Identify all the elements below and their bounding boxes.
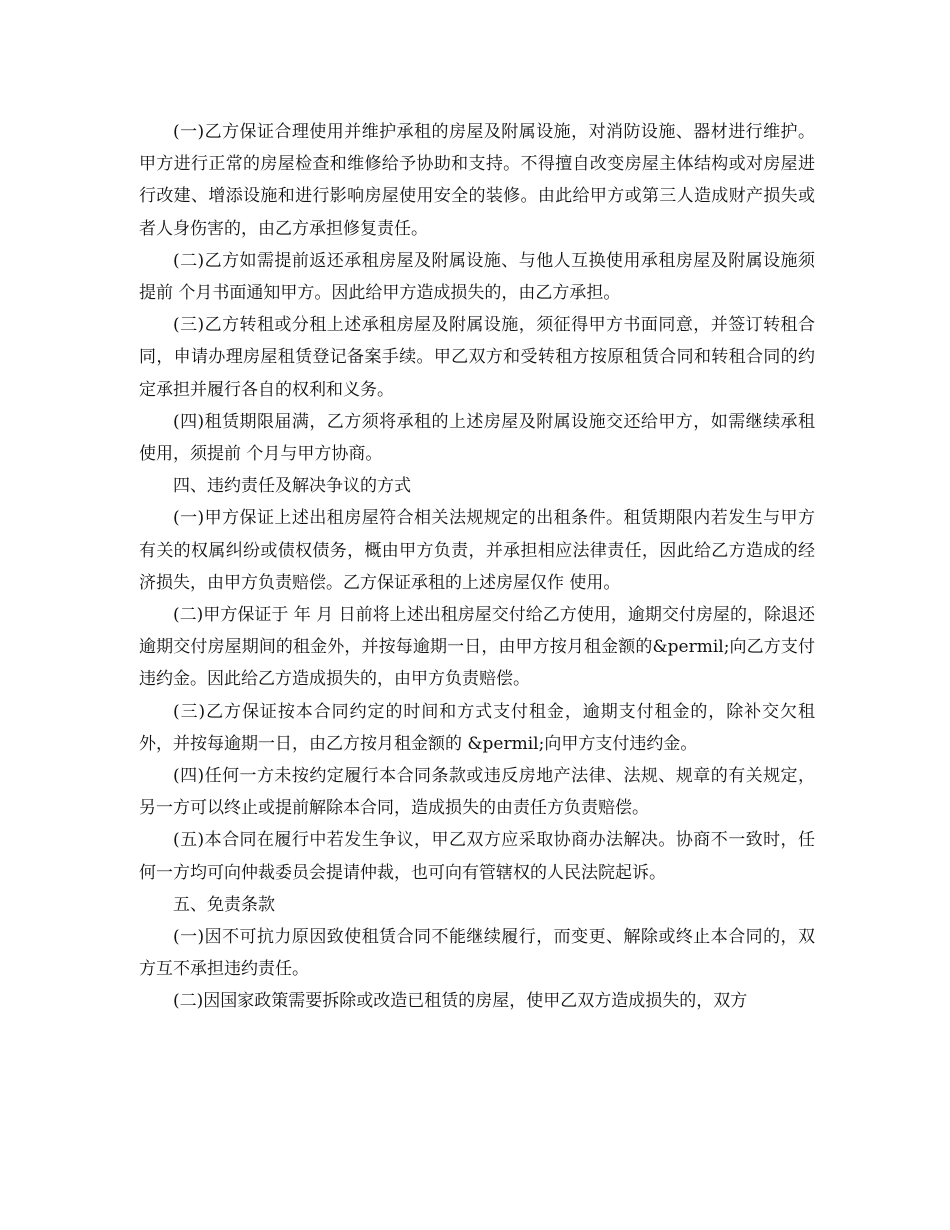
clause-paragraph: (三)乙方转租或分租上述承租房屋及附属设施，须征得甲方书面同意，并签订转租合同，申请办理房屋租赁登记备案手续。甲乙双方和受转租方按原租赁合同和转租合同的约定承担并履行各自的权利和义务。 bbox=[139, 315, 815, 400]
clause-paragraph: (四)任何一方未按约定履行本合同条款或违反房地产法律、法规、规章的有关规定，另一方可以终止或提前解除本合同，造成损失的由责任方负责赔偿。 bbox=[139, 766, 815, 819]
section-heading: 四、违约责任及解决争议的方式 bbox=[173, 476, 411, 497]
clause-paragraph: (二)乙方如需提前返还承租房屋及附属设施、与他人互换使用承租房屋及附属设施须提前 个月书面通知甲方。因此给甲方造成损失的，由乙方承担。 bbox=[139, 250, 815, 304]
section-heading: 五、免责条款 bbox=[173, 894, 275, 915]
clause-paragraph: (四)租赁期限届满，乙方须将承租的上述房屋及附属设施交还给甲方，如需继续承租使用，须提前 个月与甲方协商。 bbox=[139, 411, 815, 465]
clause-paragraph: (一)甲方保证上述出租房屋符合相关法规规定的出租条件。租赁期限内若发生与甲方有关的权属纠纷或债权债务，概由甲方负责，并承担相应法律责任，因此给乙方造成的经济损失，由甲方负责赔偿。乙方保证承租的上述房屋仅作 使用。 bbox=[139, 508, 815, 593]
clause-paragraph: (一)因不可抗力原因致使租赁合同不能继续履行，而变更、解除或终止本合同的，双方互不承担违约责任。 bbox=[139, 927, 815, 980]
clause-paragraph: (二)甲方保证于 年 月 日前将上述出租房屋交付给乙方使用，逾期交付房屋的，除退还逾期交付房屋期间的租金外，并按每逾期一日，由甲方按月租金额的&permil;向乙方支付违约金。因此给乙方造成损失的，由甲方负责赔偿。 bbox=[139, 605, 815, 690]
clause-paragraph: (五)本合同在履行中若发生争议，甲乙双方应采取协商办法解决。协商不一致时，任何一方均可向仲裁委员会提请仲裁，也可向有管辖权的人民法院起诉。 bbox=[139, 830, 815, 883]
clause-paragraph: (二)因国家政策需要拆除或改造已租赁的房屋，使甲乙双方造成损失的，双方 bbox=[173, 991, 748, 1012]
clause-paragraph: (一)乙方保证合理使用并维护承租的房屋及附属设施，对消防设施、器材进行维护。甲方进行正常的房屋检查和维修给予协助和支持。不得擅自改变房屋主体结构或对房屋进行改建、增添设施和进行影响房屋使用安全的装修。由此给甲方或第三人造成财产损失或者人身伤害的，由乙方承担修复责任。 bbox=[139, 122, 815, 239]
document-body bbox=[139, 116, 815, 1018]
clause-paragraph: (三)乙方保证按本合同约定的时间和方式支付租金，逾期支付租金的，除补交欠租外，并按每逾期一日，由乙方按月租金额的 &permil;向甲方支付违约金。 bbox=[139, 701, 815, 754]
